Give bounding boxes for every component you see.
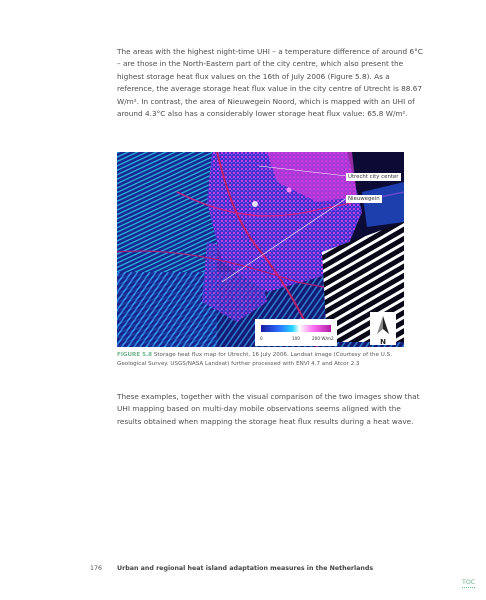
figure-caption-label: FIGURE 5.8 bbox=[117, 352, 153, 358]
legend-tick-min: 0 bbox=[260, 336, 263, 341]
page-number: 176 bbox=[90, 565, 103, 572]
legend-gradient-bar bbox=[261, 325, 331, 332]
storage-heat-flux-map bbox=[117, 152, 404, 347]
figure-caption-text: Storage heat flux map for Utrecht, 16 July 2006. Landsat image (Courtesy of the U.S. Geological Survey. USGS/NASA Landsat) further processed with ENVI 4.7 and Atcor 2.3 bbox=[117, 352, 392, 367]
legend-tick-mid: 100 bbox=[292, 336, 300, 341]
legend-tick-max: 200 W/m2 bbox=[312, 336, 334, 341]
figure-caption bbox=[117, 351, 417, 368]
running-footer-title: Urban and regional heat island adaptation measures in the Netherlands bbox=[117, 565, 374, 572]
north-arrow bbox=[370, 312, 396, 345]
callout-nieuwegein: Nieuwegein bbox=[348, 196, 380, 202]
north-label: N bbox=[380, 338, 386, 346]
callout-utrecht-city-center: Utrecht city center bbox=[348, 174, 399, 180]
toc-link[interactable]: TOC bbox=[462, 579, 476, 586]
north-arrow-icon bbox=[375, 315, 391, 335]
body-paragraph-2: These examples, together with the visual comparison of the two images show that UHI mapping based on multi-day mobile observations seems aligned with the results obtained when mapping the storage heat flux results during a heat wave. bbox=[117, 392, 420, 426]
color-legend bbox=[255, 319, 337, 346]
map-image bbox=[117, 152, 404, 347]
body-paragraph-1: The areas with the highest night-time UHI – a temperature difference of around 6°C – are those in the North-Eastern part of the city centre, which also present the highest storage heat flux values on the 16th of July 2006 (Figure 5.8). As a reference, the average storage heat flux value in the city centre of Utrecht is 88.67 W/m². In contrast, the area of Nieuwegein Noord, which is mapped with an UHI of around 4.3°C also has a considerably lower storage heat flux value: 65.8 W/m². bbox=[117, 47, 423, 119]
